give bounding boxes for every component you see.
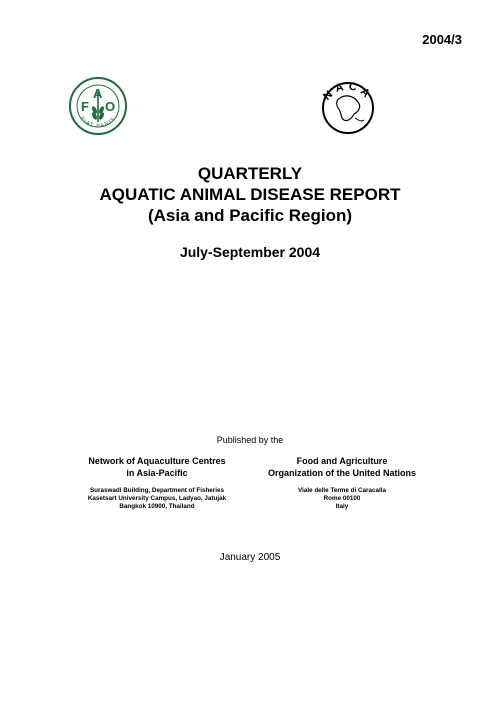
published-by-label: Published by the: [216, 435, 284, 445]
address-line: Kasetsart University Campus, Ladyao, Jatujak: [87, 495, 227, 502]
publication-date: January 2005: [219, 552, 281, 563]
address-line: Italy: [335, 503, 349, 510]
publisher-address: [242, 487, 442, 511]
fao-logo-letter-a: A: [93, 86, 103, 101]
publisher-name-line-2: in Asia-Pacific: [126, 468, 188, 478]
title-line-3: (Asia and Pacific Region): [147, 206, 353, 225]
publisher-name-line-1: Food and Agriculture: [296, 456, 388, 466]
publisher-name: [242, 455, 442, 479]
report-title: [0, 163, 500, 226]
title-line-2: AQUATIC ANIMAL DISEASE REPORT: [99, 185, 401, 204]
publisher-fao: [242, 455, 442, 511]
publisher-address: [57, 487, 257, 511]
fao-logo-letter-o: O: [105, 99, 116, 114]
address-line: Suraswadi Building, Department of Fisheries: [89, 487, 224, 494]
publisher-name-line-2: Organization of the United Nations: [268, 468, 416, 478]
report-number: 2004/3: [422, 32, 462, 47]
naca-logo-letters: NACA: [321, 80, 375, 103]
fao-logo-motto: FIAT PANIS: [78, 115, 118, 130]
fao-logo-letter-f: F: [81, 99, 89, 114]
naca-logo-icon: [318, 76, 378, 136]
title-line-1: QUARTERLY: [197, 164, 303, 183]
address-line: Viale delle Terme di Caracalla: [298, 487, 386, 494]
publisher-name: [57, 455, 257, 479]
report-period: July-September 2004: [179, 244, 321, 260]
address-line: Rome 00100: [323, 495, 361, 502]
publisher-name-line-1: Network of Aquaculture Centres: [88, 456, 226, 466]
fao-logo-icon: [68, 76, 128, 136]
address-line: Bangkok 10900, Thailand: [119, 503, 195, 510]
publisher-naca: [57, 455, 257, 511]
